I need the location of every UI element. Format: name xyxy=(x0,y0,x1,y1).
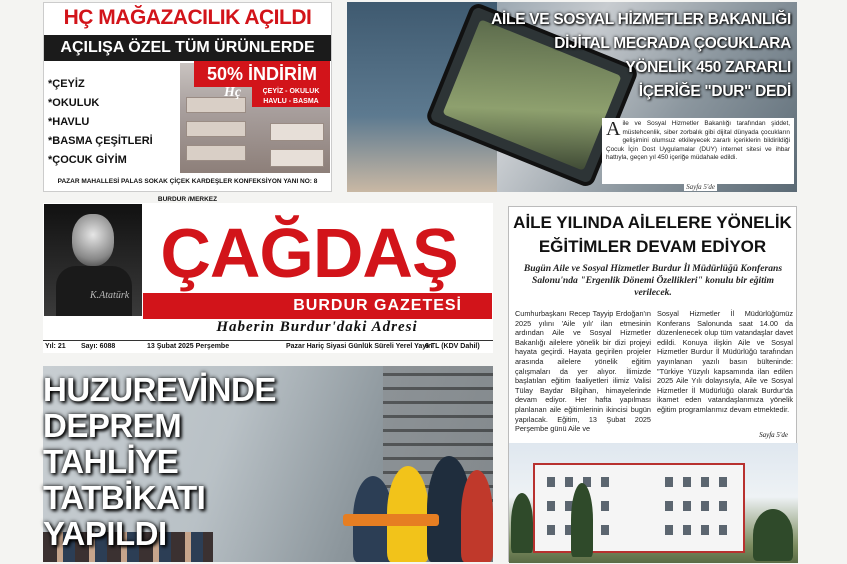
ad-item: *OKULUK xyxy=(48,97,100,109)
volume: Yıl: 21 xyxy=(45,343,66,350)
tree-shape xyxy=(511,493,533,553)
story-family-education[interactable] xyxy=(508,206,797,562)
newspaper-slogan: Haberin Burdur'daki Adresi xyxy=(216,319,418,335)
issue-number: Sayı: 6088 xyxy=(81,343,116,350)
story-lead: Bugün Aile ve Sosyal Hizmetler Burdur İl Müdürlüğü Konferans Salonu'nda "Ergenlik Dönemi Özellikleri" konulu bir eğitim verilecek. xyxy=(523,263,783,298)
ad-item: *ÇOCUK GİYİM xyxy=(48,154,127,166)
headline-line: HUZUREVİNDE DEPREM xyxy=(43,371,276,444)
headline-line: İÇERİĞE "DUR" DEDİ xyxy=(638,83,791,100)
ad-band: AÇILIŞA ÖZEL TÜM ÜRÜNLERDE xyxy=(44,35,331,61)
ad-address: PAZAR MAHALLESİ PALAS SOKAK ÇİÇEK KARDEŞLER KONFEKSİYON YANI NO: 8 BURDUR /MERKEZ xyxy=(44,173,331,191)
publication-tagline: Pazar Hariç Siyasi Günlük Süreli Yerel Yayın xyxy=(286,343,433,350)
building-shape xyxy=(533,463,745,553)
store-logo: Hç xyxy=(224,85,242,100)
price: 6 TL (KDV Dahil) xyxy=(425,343,480,350)
story-headline xyxy=(471,8,791,104)
discount-badge: 50% İNDİRİM xyxy=(194,61,330,87)
newspaper-brand: ÇAĞDAŞ xyxy=(160,214,458,292)
store-sign: ÇEYİZ - OKULUK HAVLU - BASMA xyxy=(252,87,330,107)
summary-text: ile ve Sosyal Hizmetler Bakanlığı tarafından şiddet, müstehcenlik, siber zorbalık gibi dijital dünyada çocukların gelişimini olumsuz etkileyecek zararlı içeriklerin bildirildiği Çocuk İçin Dost Uygulamalar (DUY) internet sitesi ve ihbar hattıyla, geçen yıl 450 içeriğe müdahale edildi. xyxy=(606,120,790,162)
ad-item: *HAVLU xyxy=(48,116,90,128)
headline-line: AİLE VE SOSYAL HİZMETLER BAKANLIĞI xyxy=(491,11,791,28)
story-title xyxy=(509,211,796,259)
store-advertisement xyxy=(43,2,332,203)
headline-line: TAHLİYE TATBİKATI xyxy=(43,443,206,516)
ad-item-list xyxy=(48,75,178,170)
story-earthquake-drill[interactable] xyxy=(43,366,493,562)
issue-info-bar xyxy=(43,340,493,353)
shelf-shape xyxy=(186,121,246,137)
shelf-shape xyxy=(270,149,324,167)
headline-line: YAPILDI xyxy=(43,515,167,552)
portrait-face xyxy=(72,214,114,266)
rescue-team-shape xyxy=(343,446,493,562)
title-line: EĞİTİMLER DEVAM EDİYOR xyxy=(538,237,767,256)
story-column-2: Sosyal Hizmetler İl Müdürlüğümüz Konferans Salonunda saat 14.00 da düzenlenecek olup tüm vatandaşlar davet edildi. Konuya ilişkin Aile ve Sosyal Hizmetler Burdur İl Müdürlüğü tarafından yayınlanan yazılı basın bülteninde: "Türkiye Yüzyılı kapsamında ilan edilen 2025 Aile Yılı dolayısıyla, Aile ve Sosyal Hizmetler İl Müdürlüğü olarak Burdur'da ikamet eden vatandaşlarımıza yönelik eğitim programlarımız devam etmektedir. xyxy=(657,309,793,414)
story-summary xyxy=(602,118,794,184)
tree-shape xyxy=(753,509,793,561)
story-column-1: Cumhurbaşkanı Recep Tayyip Erdoğan'ın 2025 yılını 'Aile yılı' ilan etmesinin ardından Aile ve Sosyal Hizmetler Bakanlığı ailelere yönelik bir dizi projeyi hayata geçirdi. Hayata geçirilen projeler arasında ailelere yönelik eğitim çalışmaları da yer alıyor. İlimizde başlatılan eğitim faaliyetleri ilimiz Valisi Tülay Baydar Bilgihan, himayelerinde devam ediyor. Her hafta yapılması planlanan aile eğitimlerinin ikincisi bugün yapılacak. Eğitim, 13 Şubat 2025 Perşembe günü Aile ve xyxy=(515,309,651,434)
ad-item: *ÇEYİZ xyxy=(48,78,85,90)
masthead xyxy=(43,203,493,353)
ad-title: HÇ MAĞAZACILIK AÇILDI xyxy=(63,6,312,29)
shelf-shape xyxy=(186,145,246,161)
signature: K.Atatürk xyxy=(90,290,130,301)
issue-date: 13 Şubat 2025 Perşembe xyxy=(147,343,230,350)
page-reference[interactable]: Sayfa 5'de xyxy=(686,183,715,191)
story-headline xyxy=(43,372,343,552)
story-digital-content[interactable] xyxy=(347,2,797,192)
headline-line: YÖNELİK 450 ZARARLI xyxy=(625,59,791,76)
title-line: AİLE YILINDA AİLELERE YÖNELİK xyxy=(513,213,792,232)
shelf-shape xyxy=(270,123,324,141)
tree-shape xyxy=(571,483,593,557)
dropcap: A xyxy=(606,118,621,140)
ad-item: *BASMA ÇEŞİTLERİ xyxy=(48,135,153,147)
page-reference[interactable]: Sayfa 5'de xyxy=(759,431,788,439)
newspaper-subbrand: BURDUR GAZETESİ xyxy=(143,293,492,319)
directorate-building-photo xyxy=(509,443,798,563)
ataturk-portrait xyxy=(44,204,142,316)
headline-line: DİJİTAL MECRADA ÇOCUKLARA xyxy=(554,35,791,52)
